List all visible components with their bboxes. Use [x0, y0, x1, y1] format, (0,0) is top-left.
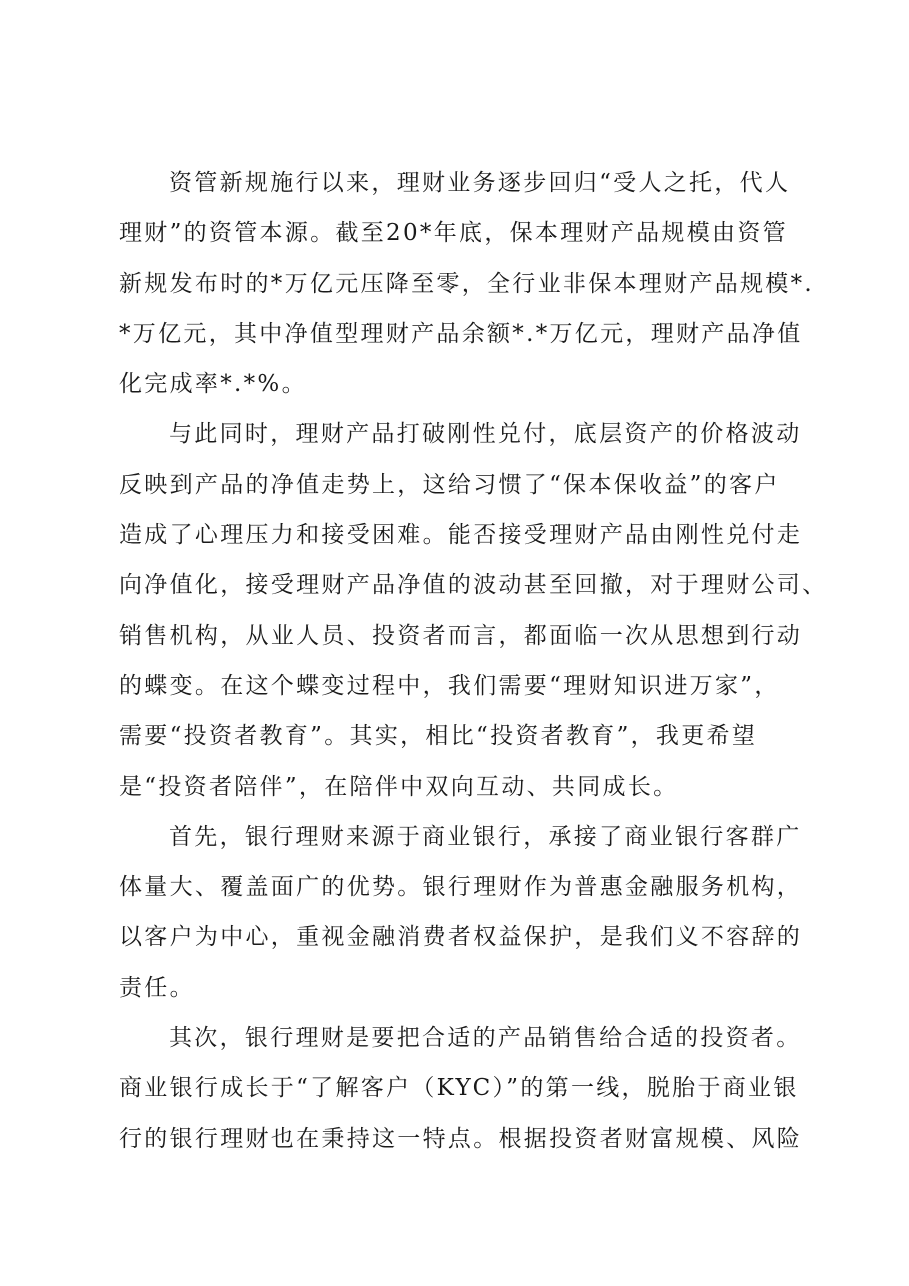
paragraph-1	[119, 158, 815, 409]
text-line: 化完成率*.*%。	[119, 371, 307, 398]
text-line: 向净值化，接受理财产品净值的波动甚至回撤，对于理财公司、	[119, 572, 828, 599]
text-line: 需要“投资者教育”。其实，相比“投资者教育”，我更希望	[119, 723, 758, 750]
text-line: 与此同时，理财产品打破刚性兑付，底层资产的价格波动	[169, 421, 802, 448]
text-line: 责任。	[119, 974, 195, 1001]
text-line: 销售机构，从业人员、投资者而言，都面临一次从思想到行动	[119, 622, 803, 649]
text-line: *万亿元，其中净值型理财产品余额*.*万亿元，理财产品净值	[119, 320, 803, 347]
text-line: 造成了心理压力和接受困难。能否接受理财产品由刚性兑付走	[119, 522, 803, 549]
text-line: 新规发布时的*万亿元压降至零，全行业非保本理财产品规模*.	[119, 270, 815, 297]
text-line: 资管新规施行以来，理财业务逐步回归“受人之托，代人	[169, 170, 791, 196]
text-line: 反映到产品的净值走势上，这给习惯了“保本保收益”的客户	[119, 471, 780, 498]
text-line: 商业银行成长于“了解客户（KYC）”的第一线，脱胎于商业银	[119, 1075, 799, 1102]
text-line: 首先，银行理财来源于商业银行，承接了商业银行客群广	[169, 823, 802, 850]
body-text	[119, 158, 828, 1164]
text-line: 的蝶变。在这个蝶变过程中，我们需要“理财知识进万家”，	[119, 672, 780, 699]
paragraph-2	[119, 409, 828, 811]
text-line: 行的银行理财也在秉持这一特点。根据投资者财富规模、风险	[119, 1125, 803, 1152]
text-line: 是“投资者陪伴”，在陪伴中双向互动、共同成长。	[119, 773, 679, 800]
paragraph-3	[119, 812, 803, 1013]
text-line: 其次，银行理财是要把合适的产品销售给合适的投资者。	[169, 1025, 802, 1052]
text-line: 以客户为中心，重视金融消费者权益保护，是我们义不容辞的	[119, 924, 803, 951]
text-line: 理财”的资管本源。截至20*年底，保本理财产品规模由资管	[119, 220, 788, 247]
text-line: 体量大、覆盖面广的优势。银行理财作为普惠金融服务机构，	[119, 874, 803, 901]
paragraph-4	[119, 1013, 803, 1164]
